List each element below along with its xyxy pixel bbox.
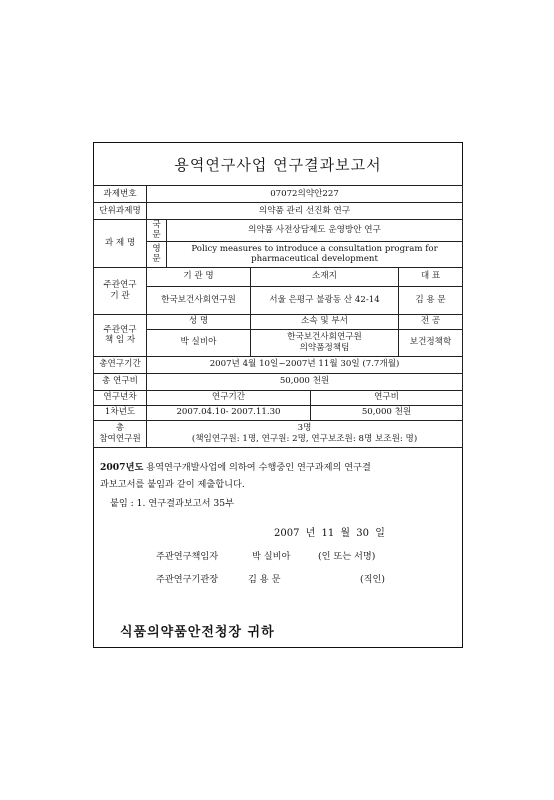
cost-label: 총 연구비	[94, 373, 147, 390]
korean-title-row	[94, 220, 463, 242]
institution-location-header: 소재지	[251, 267, 399, 286]
institution-value-row	[94, 286, 463, 314]
period-row	[94, 356, 463, 373]
unit-project-row	[94, 203, 463, 220]
institution-name: 한국보건사회연구원	[147, 286, 251, 314]
date-month-unit: 월	[340, 528, 351, 539]
addressee: 식품의약품안전청장 귀하	[120, 625, 275, 640]
report-form	[93, 142, 463, 648]
submission-statement	[100, 459, 456, 493]
year-header-row	[94, 390, 463, 405]
date-day: 30	[356, 528, 370, 539]
project-number-value: 07072의약안227	[147, 186, 463, 203]
attachment-line: 붙임 : 1. 연구결과보고서 35부	[110, 498, 234, 509]
statement-line2: 과보고서를 붙임과 같이 제출합니다.	[100, 479, 245, 490]
period-label: 총연구기간	[94, 356, 147, 373]
submission-date	[274, 524, 385, 539]
researcher-seal: (인 또는 서명)	[318, 551, 376, 562]
year-cost-header: 연구비	[311, 390, 463, 405]
project-name-label: 과 제 명	[94, 220, 147, 268]
researcher-name-header: 성 명	[147, 314, 251, 329]
institution-label: 주관연구 기 관	[94, 267, 147, 314]
year-period-header: 연구기간	[147, 390, 311, 405]
institution-role: 주관연구기관장	[156, 574, 219, 585]
korean-title: 의약품 사전상담제도 운영방안 연구	[167, 220, 463, 242]
researcher-signer: 박 실비아	[252, 551, 291, 562]
cost-row	[94, 373, 463, 390]
report-table	[93, 185, 463, 448]
unit-project-label: 단위과제명	[94, 203, 147, 220]
statement-line1: 용역연구개발사업에 의하여 수행중인 연구과제의 연구결	[143, 462, 371, 473]
year1-label: 1차년도	[94, 405, 147, 420]
english-label: 영문	[147, 241, 167, 267]
english-title	[167, 241, 463, 267]
year-label: 연구년차	[94, 390, 147, 405]
year1-cost: 50,000 천원	[311, 405, 463, 420]
institution-seal: (직인)	[360, 574, 385, 585]
english-title-row	[94, 241, 463, 267]
researcher-dept: 한국보건사회연구원 의약품정책팀	[251, 329, 399, 356]
date-day-unit: 일	[375, 528, 385, 539]
year1-period: 2007.04.10- 2007.11.30	[147, 405, 311, 420]
institution-rep-header: 대 표	[399, 267, 463, 286]
researcher-value-row	[94, 329, 463, 356]
korean-label: 국문	[147, 220, 167, 242]
researcher-name: 박 실비아	[147, 329, 251, 356]
participants-value	[147, 420, 463, 447]
year1-row	[94, 405, 463, 420]
institution-signer: 김 용 문	[248, 574, 281, 585]
researcher-role: 주관연구책임자	[156, 551, 219, 562]
date-year: 2007	[274, 528, 300, 539]
participants-detail: (책임연구원: 1명, 연구원: 2명, 연구보조원: 8명 보조원: 명)	[191, 433, 418, 444]
institution-location: 서울 은평구 불광동 산 42-14	[251, 286, 399, 314]
cost-value: 50,000 천원	[147, 373, 463, 390]
researcher-major: 보건정책학	[399, 329, 463, 356]
researcher-major-header: 전 공	[399, 314, 463, 329]
english-title-line1: Policy measures to introduce a consultation program for	[191, 243, 438, 254]
researcher-dept-header: 소속 및 부서	[251, 314, 399, 329]
researcher-header-row	[94, 314, 463, 329]
english-title-line2: pharmaceutical development	[251, 254, 378, 265]
participants-label: 총 참여연구원	[94, 420, 147, 447]
project-number-label: 과제번호	[94, 186, 147, 203]
statement-year: 2007년도	[100, 462, 144, 473]
period-value: 2007년 4월 10일~2007년 11월 30일 (7.7개월)	[147, 356, 463, 373]
date-year-unit: 년	[305, 528, 316, 539]
institution-rep: 김 용 문	[399, 286, 463, 314]
participants-row	[94, 420, 463, 447]
project-number-row	[94, 186, 463, 203]
date-month: 11	[321, 528, 335, 539]
researcher-label: 주관연구 책 임 자	[94, 314, 147, 356]
participants-count: 3명	[297, 423, 312, 434]
institution-header-row	[94, 267, 463, 286]
unit-project-value: 의약품 관리 선진화 연구	[147, 203, 463, 220]
report-title: 용역연구사업 연구결과보고서	[174, 155, 382, 174]
institution-name-header: 기 관 명	[147, 267, 251, 286]
